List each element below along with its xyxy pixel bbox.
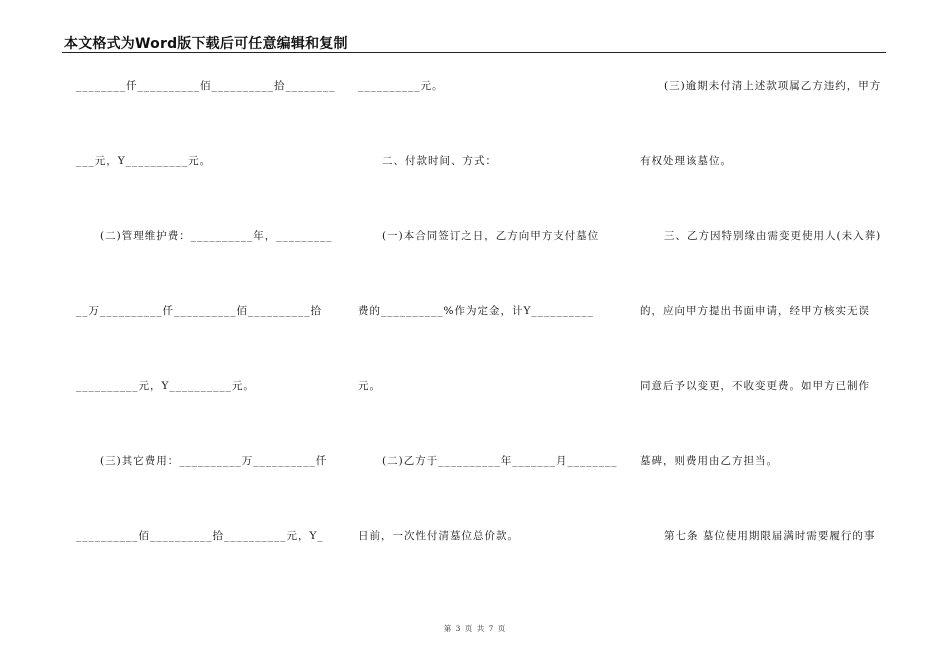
document-header-title: 本文格式为Word版下载后可任意编辑和复制 <box>64 36 348 52</box>
section-heading: 二、付款时间、方式： <box>382 155 497 167</box>
text-line: 有权处理该墓位。 <box>640 155 732 167</box>
text-line: (二)乙方于__________年_______月________ <box>382 455 618 467</box>
text-line: ___元，Y__________元。 <box>76 155 212 167</box>
text-line: 费的__________%作为定金，计Y__________ <box>358 305 594 317</box>
text-line: 墓碑，则费用由乙方担当。 <box>640 455 778 467</box>
text-line: 同意后予以变更，不收变更费。如甲方已制作 <box>640 380 870 392</box>
text-line: __________元。 <box>358 80 444 92</box>
page-number: 第 3 页 共 7 页 <box>443 624 507 633</box>
text-line: (三)其它费用：__________万__________仟 <box>100 455 328 467</box>
text-line: __________佰__________拾__________元，Y_ <box>76 530 324 542</box>
article-heading: 第七条 墓位使用期限届满时需要履行的事 <box>664 530 876 542</box>
text-line: (一)本合同签订之日，乙方向甲方支付墓位 <box>382 230 600 242</box>
section-heading: 三、乙方因特别缘由需变更使用人(未入葬) <box>664 230 882 242</box>
text-line: __万__________仟__________佰__________拾 <box>76 305 322 317</box>
text-line: 日前，一次性付清墓位总价款。 <box>358 530 519 542</box>
text-column-1 <box>76 0 336 600</box>
text-column-3 <box>640 0 890 600</box>
text-column-2 <box>358 0 618 600</box>
text-line: (三)逾期未付清上述款项属乙方违约，甲方 <box>664 80 882 92</box>
text-line: 元。 <box>358 380 381 392</box>
text-line: (二)管理维护费：__________年，_________ <box>100 230 333 242</box>
text-line: ________仟__________佰__________拾________ <box>76 80 336 92</box>
text-line: __________元，Y__________元。 <box>76 380 255 392</box>
text-line: 的，应向甲方提出书面申请，经甲方核实无误 <box>640 305 870 317</box>
